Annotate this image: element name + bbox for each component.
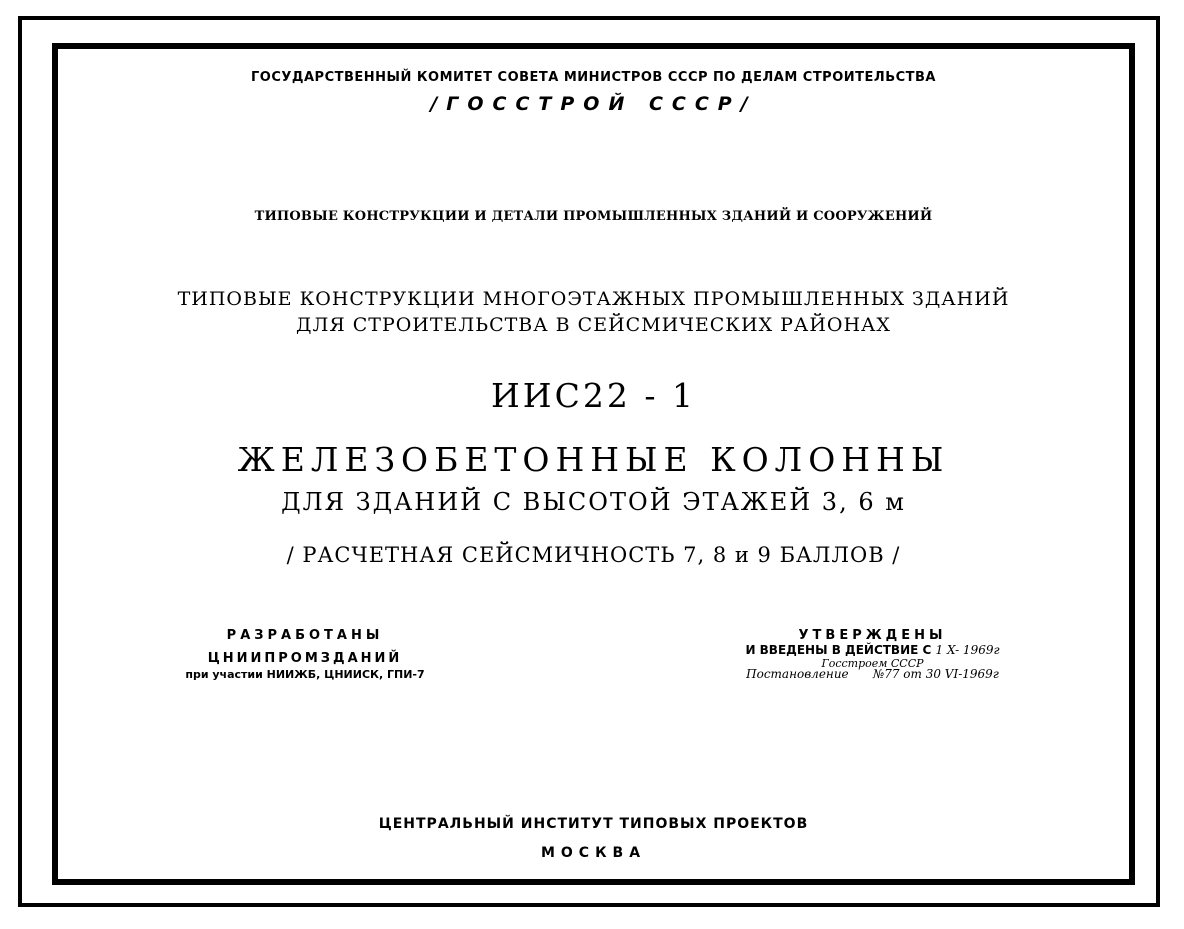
approved-decree-row <box>690 667 1055 681</box>
approved-by-row <box>690 657 1055 670</box>
developed-label: РАЗРАБОТАНЫ <box>226 628 384 643</box>
approved-label: УТВЕРЖДЕНЫ <box>798 628 947 643</box>
developed-participation: при участии НИИЖБ, ЦНИИСК, ГПИ-7 <box>185 668 425 681</box>
approved-decree-label: Постановление <box>746 667 849 681</box>
developed-org: ЦНИИПРОМЗДАНИЙ <box>207 651 403 666</box>
approved-block <box>690 628 1055 681</box>
product-title: ЖЕЛЕЗОБЕТОННЫЕ КОЛОННЫ <box>237 440 950 479</box>
approved-decree-ref: №77 от 30 VI-1969г <box>872 667 999 681</box>
footer-institute: ЦЕНТРАЛЬНЫЙ ИНСТИТУТ ТИПОВЫХ ПРОЕКТОВ <box>378 816 809 832</box>
approved-effective-row <box>690 643 1055 657</box>
subtitle-line-1: ТИПОВЫЕ КОНСТРУКЦИИ МНОГОЭТАЖНЫХ ПРОМЫШЛЕННЫХ ЗДАНИЙ <box>177 288 1010 310</box>
ministry-heading: ГОСУДАРСТВЕННЫЙ КОМИТЕТ СОВЕТА МИНИСТРОВ СССР ПО ДЕЛАМ СТРОИТЕЛЬСТВА <box>251 70 936 85</box>
developed-block <box>120 628 490 681</box>
approved-effective-prefix: И ВВЕДЕНЫ В ДЕЙСТВИЕ С <box>745 643 932 657</box>
approved-by: Госстроем СССР <box>821 657 924 670</box>
seismic-line: / РАСЧЕТНАЯ СЕЙСМИЧНОСТЬ 7, 8 и 9 БАЛЛОВ / <box>286 543 901 567</box>
document-code: ИИС22 - 1 <box>491 376 696 415</box>
subtitle-line-2: ДЛЯ СТРОИТЕЛЬСТВА В СЕЙСМИЧЕСКИХ РАЙОНАХ <box>296 314 891 336</box>
height-line: ДЛЯ ЗДАНИЙ С ВЫСОТОЙ ЭТАЖЕЙ 3, 6 м <box>281 488 906 516</box>
approved-effective-date: 1 X- 1969г <box>935 643 1000 657</box>
series-title: ТИПОВЫЕ КОНСТРУКЦИИ И ДЕТАЛИ ПРОМЫШЛЕННЫХ ЗДАНИЙ И СООРУЖЕНИЙ <box>254 209 933 224</box>
footer-city: МОСКВА <box>540 845 647 861</box>
gosstroy-heading: /ГОССТРОЙ СССР/ <box>430 93 757 115</box>
